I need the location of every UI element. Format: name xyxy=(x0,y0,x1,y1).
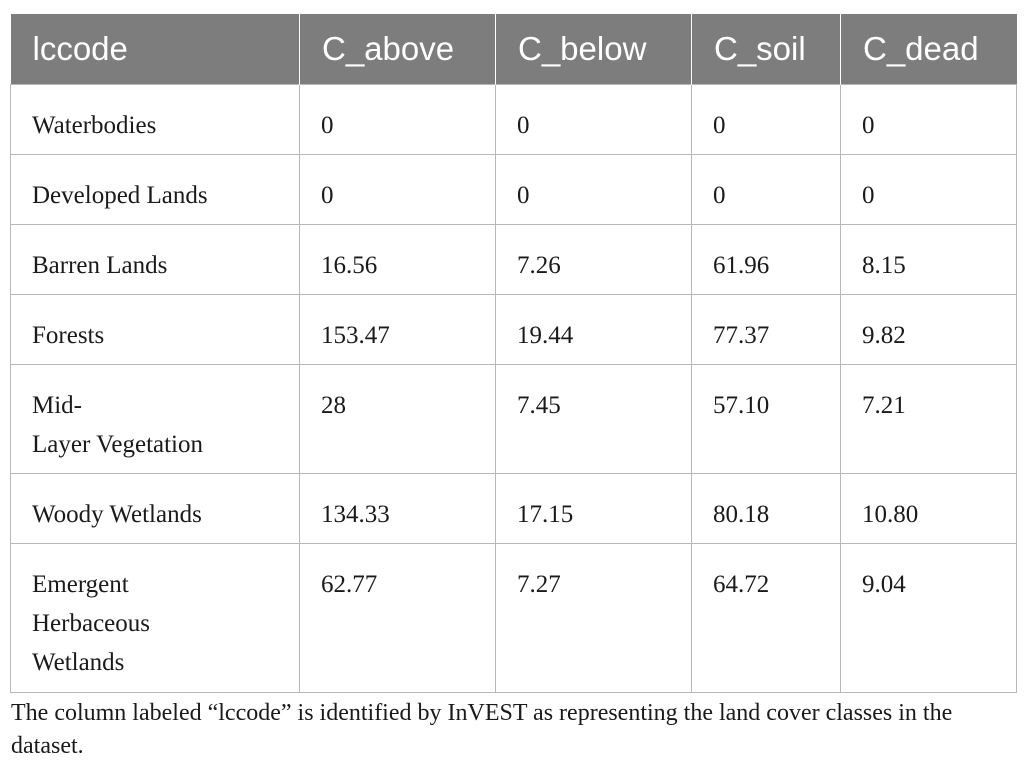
cell-c-dead: 9.82 xyxy=(841,295,1017,365)
cell-c-below: 0 xyxy=(496,85,692,155)
data-table-container xyxy=(10,14,1016,693)
cell-lccode xyxy=(11,544,300,693)
cell-lccode: Woody Wetlands xyxy=(11,474,300,544)
carbon-pools-table xyxy=(10,14,1017,693)
cell-c-above: 16.56 xyxy=(300,225,496,295)
cell-lccode-line: Wetlands xyxy=(32,649,125,676)
cell-c-above: 0 xyxy=(300,85,496,155)
table-row xyxy=(11,544,1017,693)
cell-c-above: 153.47 xyxy=(300,295,496,365)
table-row xyxy=(11,225,1017,295)
cell-c-below: 7.26 xyxy=(496,225,692,295)
table-header-row xyxy=(11,14,1017,85)
cell-lccode xyxy=(11,365,300,474)
header-c-soil: C_soil xyxy=(692,14,841,85)
table-row xyxy=(11,155,1017,225)
cell-lccode: Barren Lands xyxy=(11,225,300,295)
header-c-dead: C_dead xyxy=(841,14,1017,85)
cell-c-dead: 0 xyxy=(841,155,1017,225)
cell-c-soil: 64.72 xyxy=(692,544,841,693)
cell-lccode: Developed Lands xyxy=(11,155,300,225)
cell-c-below: 7.45 xyxy=(496,365,692,474)
cell-c-dead: 10.80 xyxy=(841,474,1017,544)
cell-c-soil: 0 xyxy=(692,85,841,155)
cell-lccode: Waterbodies xyxy=(11,85,300,155)
cell-c-soil: 0 xyxy=(692,155,841,225)
cell-c-soil: 57.10 xyxy=(692,365,841,474)
cell-c-below: 17.15 xyxy=(496,474,692,544)
cell-c-above: 0 xyxy=(300,155,496,225)
cell-c-above: 62.77 xyxy=(300,544,496,693)
cell-c-soil: 61.96 xyxy=(692,225,841,295)
cell-c-dead: 7.21 xyxy=(841,365,1017,474)
table-caption: The column labeled “lccode” is identified by InVEST as representing the land cover classes in the dataset. xyxy=(11,700,953,759)
table-row xyxy=(11,474,1017,544)
header-c-below: C_below xyxy=(496,14,692,85)
cell-c-above: 28 xyxy=(300,365,496,474)
cell-lccode-line: Mid- xyxy=(32,392,82,419)
cell-lccode-line: Layer Vegetation xyxy=(32,431,203,458)
header-c-above: C_above xyxy=(300,14,496,85)
cell-lccode: Forests xyxy=(11,295,300,365)
cell-c-soil: 77.37 xyxy=(692,295,841,365)
cell-c-dead: 9.04 xyxy=(841,544,1017,693)
cell-lccode-line: Herbaceous xyxy=(32,610,150,637)
cell-c-below: 19.44 xyxy=(496,295,692,365)
cell-c-dead: 8.15 xyxy=(841,225,1017,295)
cell-c-dead: 0 xyxy=(841,85,1017,155)
header-lccode: lccode xyxy=(11,14,300,85)
cell-c-below: 7.27 xyxy=(496,544,692,693)
table-row xyxy=(11,295,1017,365)
cell-lccode-line: Emergent xyxy=(32,571,129,598)
table-row xyxy=(11,85,1017,155)
cell-c-above: 134.33 xyxy=(300,474,496,544)
cell-c-soil: 80.18 xyxy=(692,474,841,544)
table-row xyxy=(11,365,1017,474)
cell-c-below: 0 xyxy=(496,155,692,225)
